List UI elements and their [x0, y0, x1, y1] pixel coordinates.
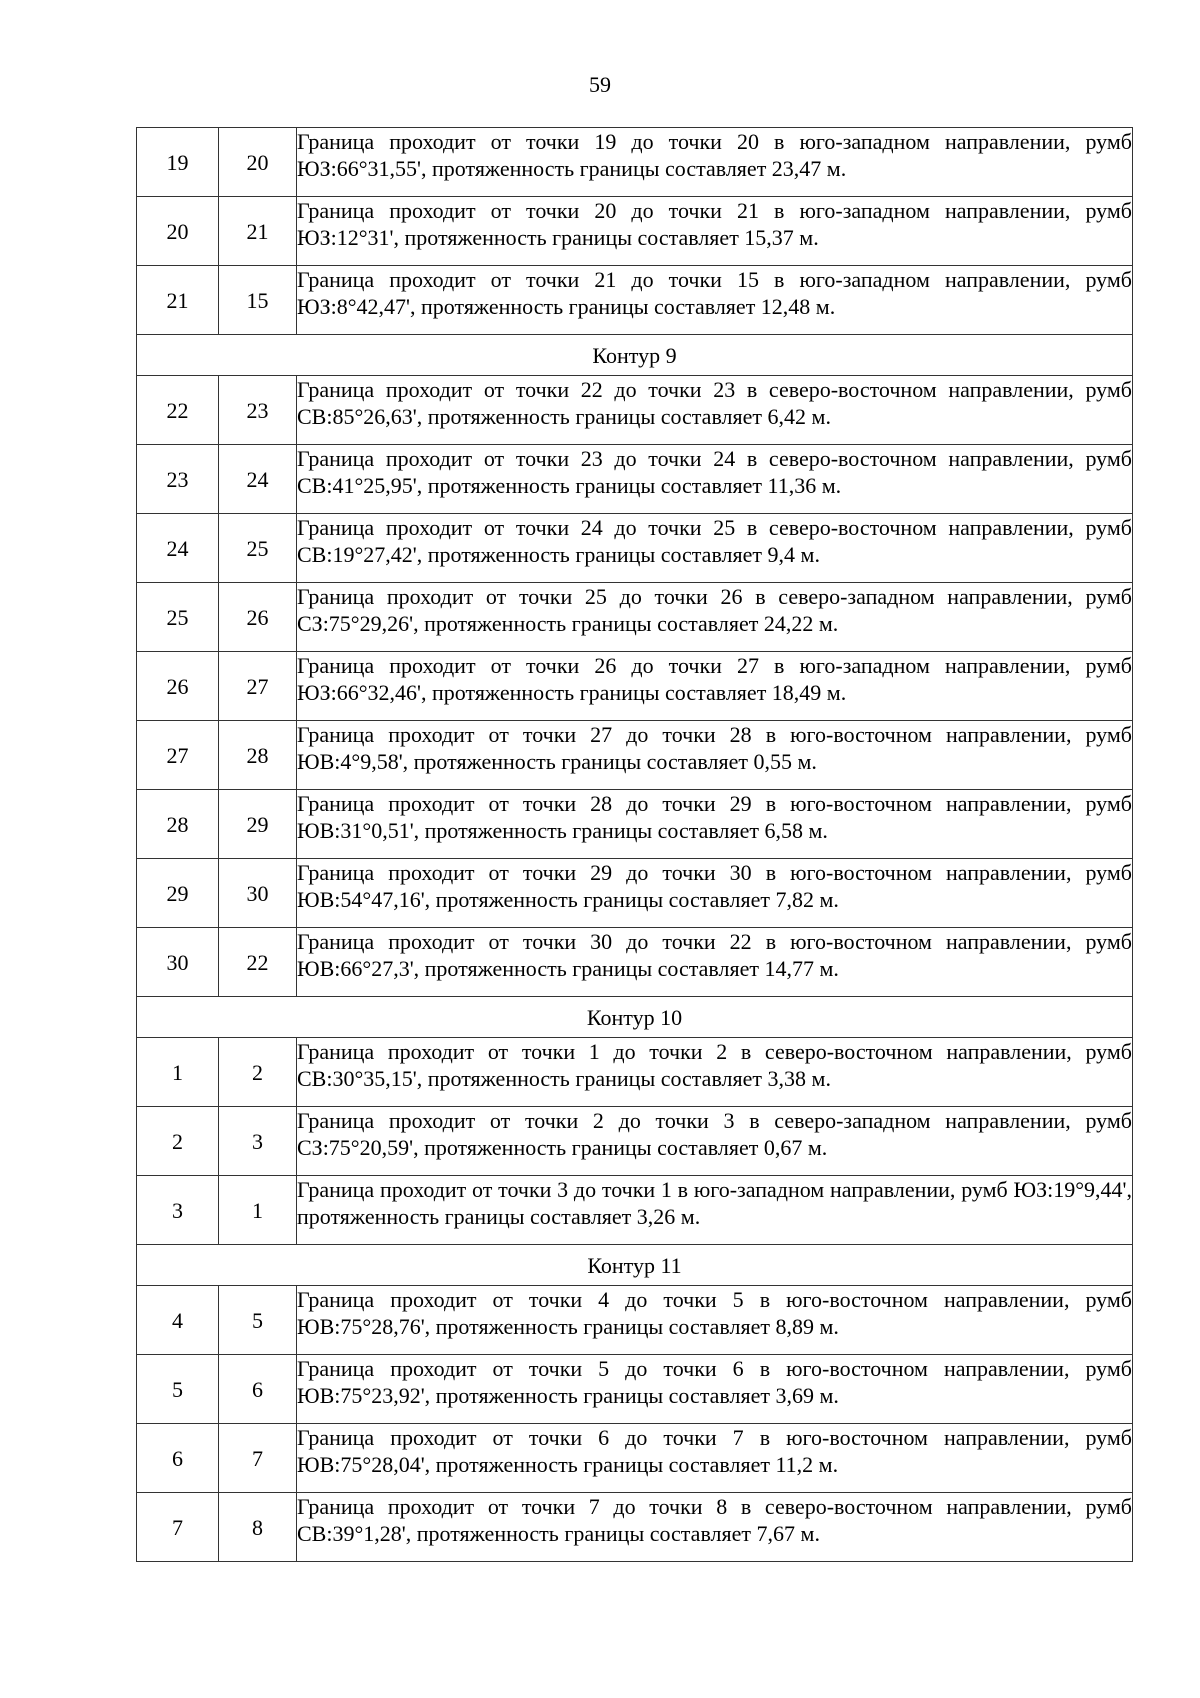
from-point-cell: 6: [137, 1424, 219, 1493]
to-point-cell: 3: [219, 1107, 297, 1176]
from-point-cell: 19: [137, 128, 219, 197]
boundary-row: [137, 1424, 1133, 1493]
boundary-description-cell: Граница проходит от точки 1 до точки 2 в северо-восточном направлении, румб СВ:30°35,15', протяженность границы составляет 3,38 м.: [297, 1038, 1133, 1107]
boundary-description-cell: Граница проходит от точки 19 до точки 20 в юго-западном направлении, румб ЮЗ:66°31,55', протяженность границы составляет 23,47 м.: [297, 128, 1133, 197]
to-point-cell: 27: [219, 652, 297, 721]
contour-label: Контур 11: [137, 1245, 1133, 1286]
to-point-cell: 25: [219, 514, 297, 583]
from-point-cell: 20: [137, 197, 219, 266]
boundary-row: [137, 928, 1133, 997]
boundary-row: [137, 1038, 1133, 1107]
boundary-description-cell: Граница проходит от точки 29 до точки 30 в юго-восточном направлении, румб ЮВ:54°47,16', протяженность границы составляет 7,82 м.: [297, 859, 1133, 928]
boundary-description-cell: Граница проходит от точки 28 до точки 29 в юго-восточном направлении, румб ЮВ:31°0,51', протяженность границы составляет 6,58 м.: [297, 790, 1133, 859]
boundary-description-cell: Граница проходит от точки 5 до точки 6 в юго-восточном направлении, румб ЮВ:75°23,92', протяженность границы составляет 3,69 м.: [297, 1355, 1133, 1424]
boundary-row: [137, 197, 1133, 266]
contour-header-row: [137, 335, 1133, 376]
boundary-row: [137, 1355, 1133, 1424]
from-point-cell: 1: [137, 1038, 219, 1107]
contour-header-row: [137, 997, 1133, 1038]
boundary-row: [137, 1493, 1133, 1562]
to-point-cell: 24: [219, 445, 297, 514]
boundary-row: [137, 376, 1133, 445]
to-point-cell: 22: [219, 928, 297, 997]
from-point-cell: 26: [137, 652, 219, 721]
contour-label: Контур 9: [137, 335, 1133, 376]
to-point-cell: 6: [219, 1355, 297, 1424]
boundary-description-cell: Граница проходит от точки 4 до точки 5 в юго-восточном направлении, румб ЮВ:75°28,76', протяженность границы составляет 8,89 м.: [297, 1286, 1133, 1355]
boundary-description-cell: Граница проходит от точки 22 до точки 23 в северо-восточном направлении, румб СВ:85°26,63', протяженность границы составляет 6,42 м.: [297, 376, 1133, 445]
to-point-cell: 20: [219, 128, 297, 197]
boundary-description-cell: Граница проходит от точки 27 до точки 28 в юго-восточном направлении, румб ЮВ:4°9,58', протяженность границы составляет 0,55 м.: [297, 721, 1133, 790]
to-point-cell: 26: [219, 583, 297, 652]
from-point-cell: 22: [137, 376, 219, 445]
from-point-cell: 4: [137, 1286, 219, 1355]
from-point-cell: 29: [137, 859, 219, 928]
from-point-cell: 7: [137, 1493, 219, 1562]
boundary-description-cell: Граница проходит от точки 21 до точки 15 в юго-западном направлении, румб ЮЗ:8°42,47', протяженность границы составляет 12,48 м.: [297, 266, 1133, 335]
contour-label: Контур 10: [137, 997, 1133, 1038]
boundary-row: [137, 721, 1133, 790]
boundary-description-cell: Граница проходит от точки 26 до точки 27 в юго-западном направлении, румб ЮЗ:66°32,46', протяженность границы составляет 18,49 м.: [297, 652, 1133, 721]
boundary-row: [137, 859, 1133, 928]
from-point-cell: 24: [137, 514, 219, 583]
to-point-cell: 30: [219, 859, 297, 928]
from-point-cell: 27: [137, 721, 219, 790]
from-point-cell: 21: [137, 266, 219, 335]
contour-header-row: [137, 1245, 1133, 1286]
boundary-row: [137, 514, 1133, 583]
boundary-description-cell: Граница проходит от точки 7 до точки 8 в северо-восточном направлении, румб СВ:39°1,28', протяженность границы составляет 7,67 м.: [297, 1493, 1133, 1562]
to-point-cell: 28: [219, 721, 297, 790]
boundary-description-cell: Граница проходит от точки 30 до точки 22 в юго-восточном направлении, румб ЮВ:66°27,3', протяженность границы составляет 14,77 м.: [297, 928, 1133, 997]
to-point-cell: 2: [219, 1038, 297, 1107]
boundary-row: [137, 1286, 1133, 1355]
boundary-row: [137, 445, 1133, 514]
to-point-cell: 21: [219, 197, 297, 266]
from-point-cell: 5: [137, 1355, 219, 1424]
to-point-cell: 23: [219, 376, 297, 445]
boundary-description-cell: Граница проходит от точки 23 до точки 24 в северо-восточном направлении, румб СВ:41°25,95', протяженность границы составляет 11,36 м.: [297, 445, 1133, 514]
boundary-description-cell: Граница проходит от точки 24 до точки 25 в северо-восточном направлении, румб СВ:19°27,42', протяженность границы составляет 9,4 м.: [297, 514, 1133, 583]
to-point-cell: 15: [219, 266, 297, 335]
boundary-row: [137, 266, 1133, 335]
boundary-row: [137, 583, 1133, 652]
boundary-row: [137, 790, 1133, 859]
from-point-cell: 30: [137, 928, 219, 997]
boundary-description-cell: Граница проходит от точки 2 до точки 3 в северо-западном направлении, румб СЗ:75°20,59', протяженность границы составляет 0,67 м.: [297, 1107, 1133, 1176]
from-point-cell: 3: [137, 1176, 219, 1245]
boundary-row: [137, 1176, 1133, 1245]
to-point-cell: 5: [219, 1286, 297, 1355]
boundary-description-cell: Граница проходит от точки 6 до точки 7 в юго-восточном направлении, румб ЮВ:75°28,04', протяженность границы составляет 11,2 м.: [297, 1424, 1133, 1493]
from-point-cell: 28: [137, 790, 219, 859]
page-number: 59: [589, 72, 611, 97]
to-point-cell: 1: [219, 1176, 297, 1245]
to-point-cell: 29: [219, 790, 297, 859]
boundary-row: [137, 652, 1133, 721]
boundary-description-cell: Граница проходит от точки 20 до точки 21 в юго-западном направлении, румб ЮЗ:12°31', протяженность границы составляет 15,37 м.: [297, 197, 1133, 266]
to-point-cell: 8: [219, 1493, 297, 1562]
boundary-description-cell: Граница проходит от точки 25 до точки 26 в северо-западном направлении, румб СЗ:75°29,26', протяженность границы составляет 24,22 м.: [297, 583, 1133, 652]
from-point-cell: 23: [137, 445, 219, 514]
from-point-cell: 2: [137, 1107, 219, 1176]
boundary-table: [136, 127, 1133, 1562]
from-point-cell: 25: [137, 583, 219, 652]
boundary-description-cell: Граница проходит от точки 3 до точки 1 в юго-западном направлении, румб ЮЗ:19°9,44', протяженность границы составляет 3,26 м.: [297, 1176, 1133, 1245]
boundary-row: [137, 128, 1133, 197]
boundary-row: [137, 1107, 1133, 1176]
to-point-cell: 7: [219, 1424, 297, 1493]
